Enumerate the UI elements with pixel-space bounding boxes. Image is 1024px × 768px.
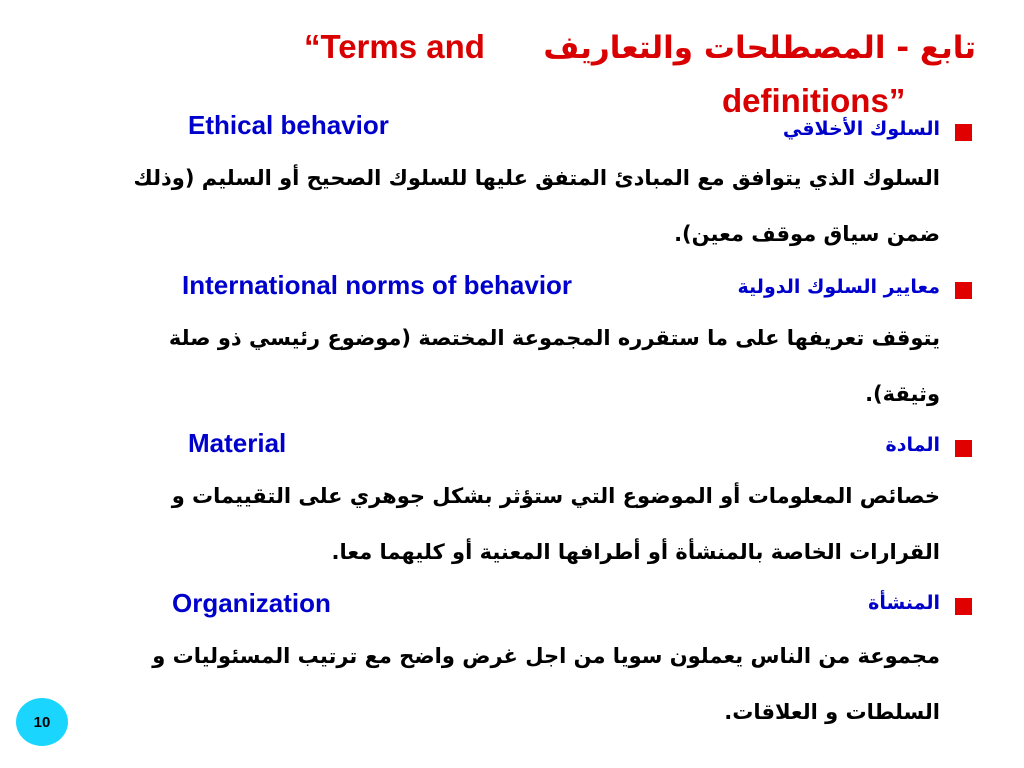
bullet-icon xyxy=(955,124,972,141)
term-heading-english: International norms of behavior xyxy=(182,270,573,300)
term-definition-line: وثيقة). xyxy=(865,382,940,406)
term-heading-arabic: السلوك الأخلاقي xyxy=(782,118,940,140)
page-number-badge xyxy=(16,698,68,746)
term-heading-english: Material xyxy=(188,428,287,458)
slide-title-arabic: تابع - المصطلحات والتعاريف xyxy=(543,30,976,66)
term-definition-line: القرارات الخاصة بالمنشأة أو أطرافها المعنية أو كليهما معا. xyxy=(331,540,940,564)
bullet-icon xyxy=(955,598,972,615)
slide-title-english-continued: definitions” xyxy=(722,82,906,119)
term-definition-line: خصائص المعلومات أو الموضوع التي ستؤثر بشكل جوهري على التقييمات و xyxy=(171,484,940,508)
term-heading-english: Organization xyxy=(172,588,331,618)
term-heading-arabic: المنشأة xyxy=(868,592,940,614)
term-definition-line: مجموعة من الناس يعملون سويا من اجل غرض واضح مع ترتيب المسئوليات و xyxy=(152,644,940,668)
term-definition-line: السلوك الذي يتوافق مع المبادئ المتفق عليها للسلوك الصحيح أو السليم (وذلك xyxy=(133,166,940,190)
term-heading-arabic: المادة xyxy=(885,434,940,456)
term-definition-line: يتوقف تعريفها على ما ستقرره المجموعة المختصة (موضوع رئيسي ذو صلة xyxy=(168,326,940,350)
term-heading-arabic: معايير السلوك الدولية xyxy=(737,276,940,298)
bullet-icon xyxy=(955,440,972,457)
term-heading-english: Ethical behavior xyxy=(188,110,389,140)
term-definition-line: السلطات و العلاقات. xyxy=(724,700,940,724)
slide-title-english: “Terms and xyxy=(304,28,485,65)
term-definition-line: ضمن سياق موقف معين). xyxy=(674,222,940,246)
page-number: 10 xyxy=(33,713,51,731)
bullet-icon xyxy=(955,282,972,299)
